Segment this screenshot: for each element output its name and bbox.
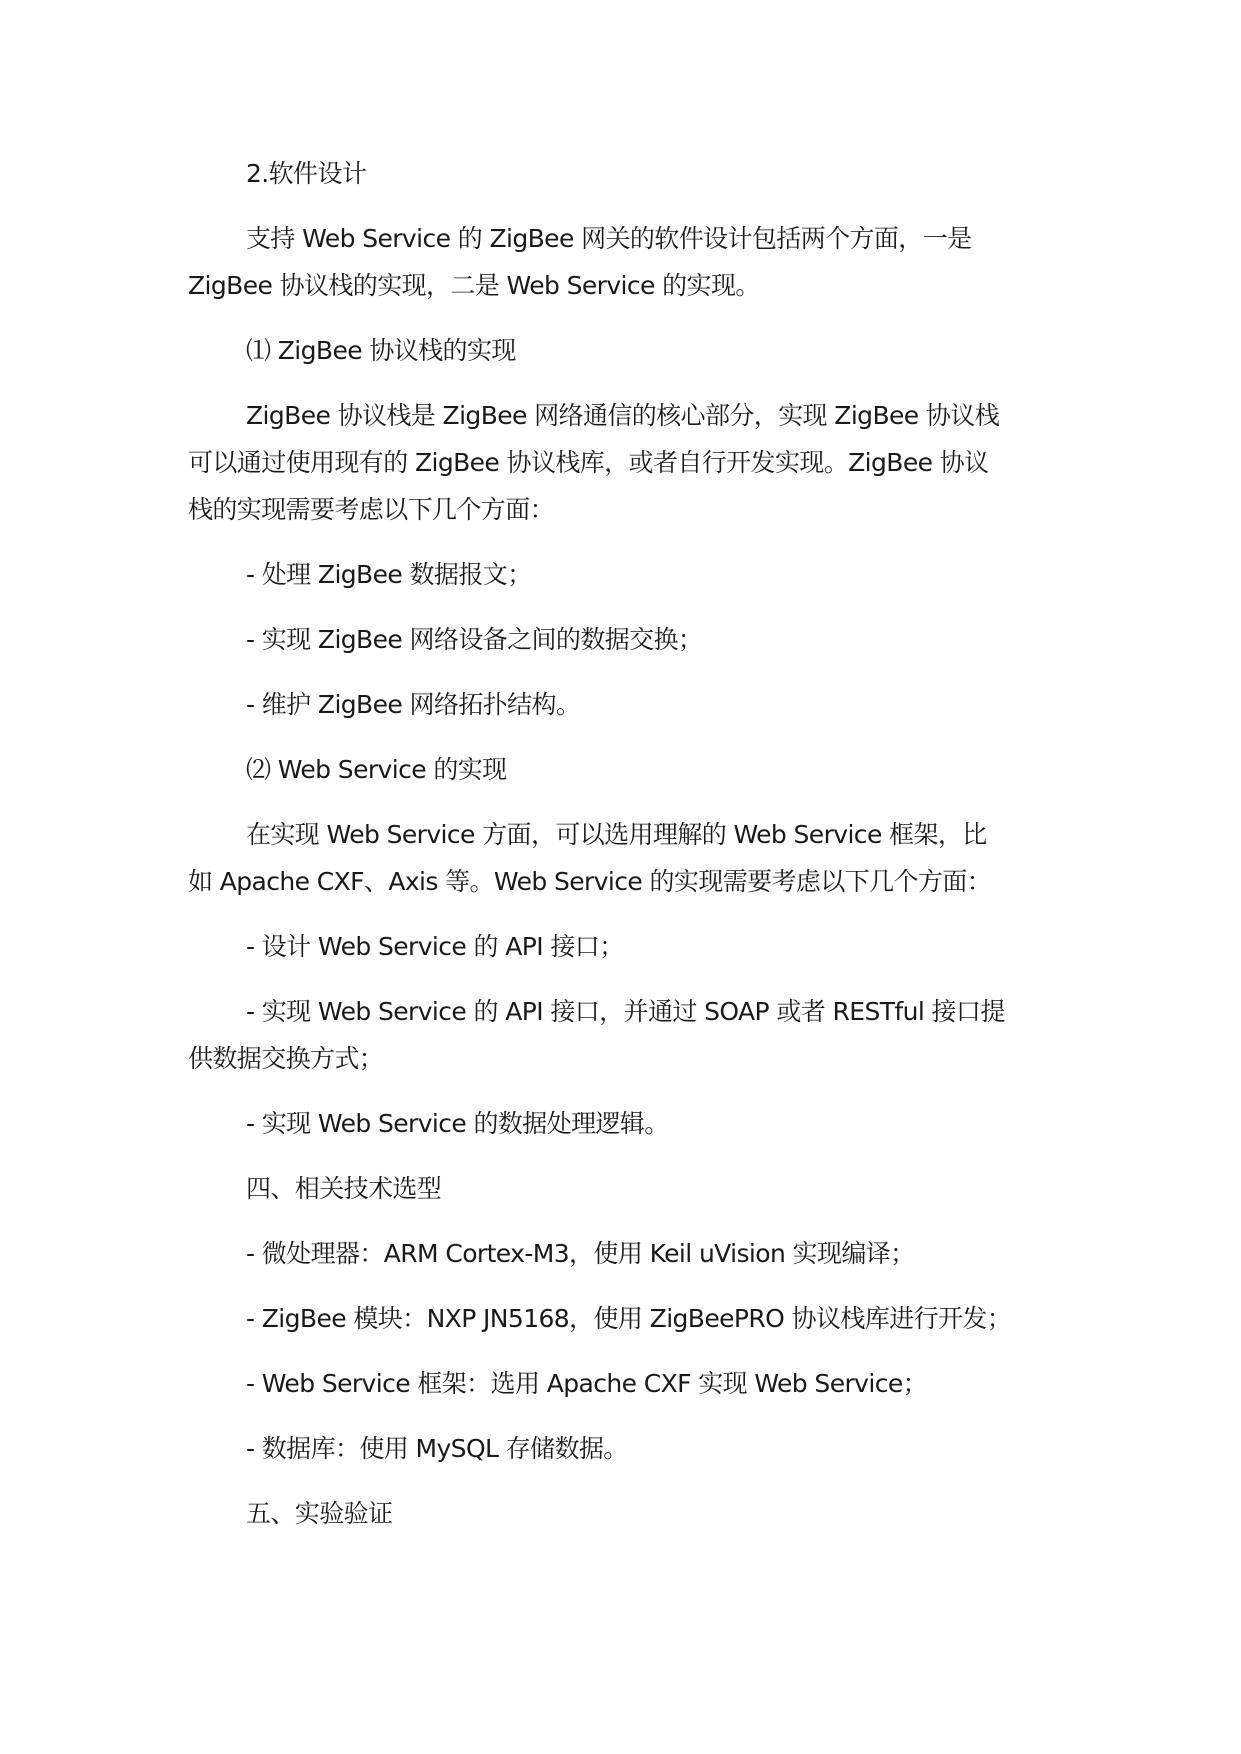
paragraph (188, 811, 1058, 905)
document-body (188, 150, 1058, 1555)
text-line: ⑴ ZigBee 协议栈的实现 (246, 336, 516, 365)
text-line: ⑵ Web Service 的实现 (246, 755, 507, 784)
paragraph (188, 215, 1058, 309)
paragraph (188, 1165, 1058, 1212)
text-line: - 实现 Web Service 的数据处理逻辑。 (246, 1109, 669, 1138)
text-line: - 实现 ZigBee 网络设备之间的数据交换； (246, 625, 703, 654)
paragraph (188, 1490, 1058, 1537)
text-line: - 设计 Web Service 的 API 接口； (246, 932, 624, 961)
paragraph (188, 746, 1058, 793)
text-line: 四、相关技术选型 (246, 1174, 442, 1203)
paragraph (188, 392, 1058, 533)
paragraph (188, 1100, 1058, 1147)
paragraph (188, 923, 1058, 970)
paragraph (188, 1425, 1058, 1472)
paragraph (188, 1360, 1058, 1407)
paragraph (188, 150, 1058, 197)
text-line: 如 Apache CXF、Axis 等。Web Service 的实现需要考虑以下几个方面： (188, 867, 992, 896)
text-line: ZigBee 协议栈的实现，二是 Web Service 的实现。 (188, 271, 760, 300)
paragraph (188, 1230, 1058, 1277)
text-line: 五、实验验证 (246, 1499, 393, 1528)
text-line: 在实现 Web Service 方面，可以选用理解的 Web Service 框架，比 (246, 820, 987, 849)
text-line: ZigBee 协议栈是 ZigBee 网络通信的核心部分，实现 ZigBee 协议栈 (246, 401, 1000, 430)
paragraph (188, 1295, 1058, 1342)
text-line: 供数据交换方式； (188, 1044, 384, 1073)
text-line: - 维护 ZigBee 网络拓扑结构。 (246, 690, 581, 719)
text-line: 可以通过使用现有的 ZigBee 协议栈库，或者自行开发实现。ZigBee 协议 (188, 448, 989, 477)
text-line: 2.软件设计 (246, 159, 367, 188)
paragraph (188, 551, 1058, 598)
text-line: - 实现 Web Service 的 API 接口，并通过 SOAP 或者 RESTful 接口提 (246, 997, 1005, 1026)
paragraph (188, 327, 1058, 374)
paragraph (188, 616, 1058, 663)
text-line: 栈的实现需要考虑以下几个方面： (188, 495, 555, 524)
paragraph (188, 681, 1058, 728)
text-line: - 数据库：使用 MySQL 存储数据。 (246, 1434, 628, 1463)
paragraph (188, 988, 1058, 1082)
text-line: - 处理 ZigBee 数据报文； (246, 560, 532, 589)
text-line: - ZigBee 模块：NXP JN5168，使用 ZigBeePRO 协议栈库进行开发； (246, 1304, 1012, 1333)
text-line: 支持 Web Service 的 ZigBee 网关的软件设计包括两个方面，一是 (246, 224, 972, 253)
text-line: - 微处理器：ARM Cortex-M3，使用 Keil uVision 实现编译； (246, 1239, 915, 1268)
text-line: - Web Service 框架：选用 Apache CXF 实现 Web Service； (246, 1369, 928, 1398)
